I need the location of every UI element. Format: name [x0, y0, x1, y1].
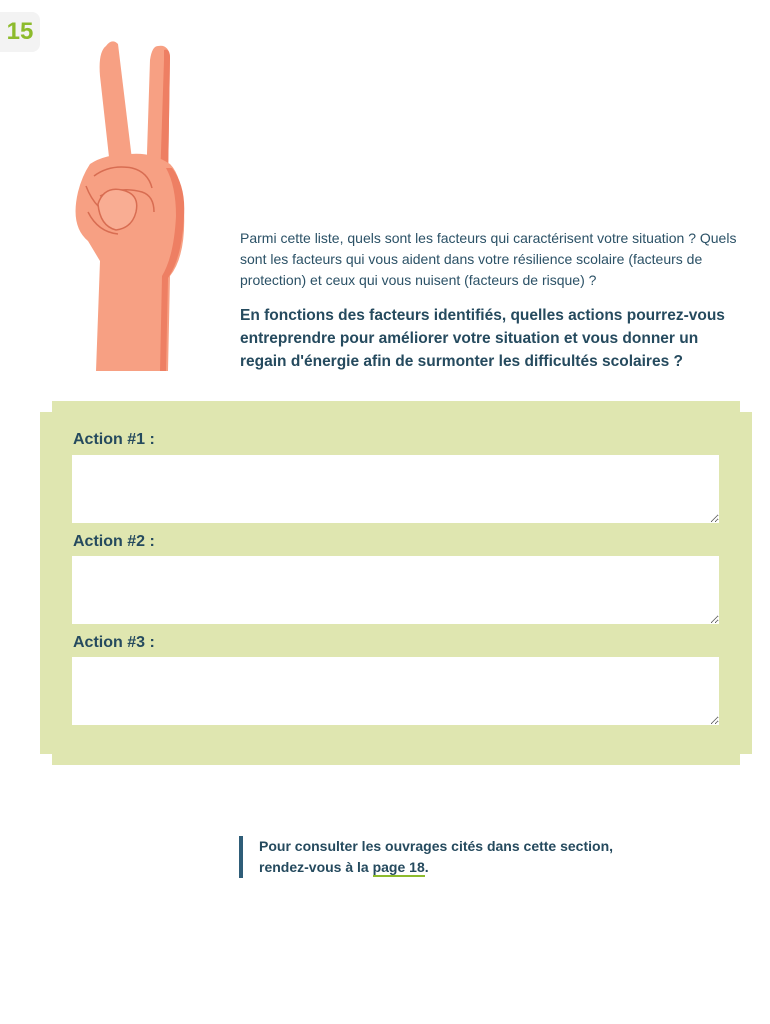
footer-accent-bar — [239, 836, 243, 878]
action-2-label: Action #2 : — [73, 533, 155, 550]
footer-line2-prefix: rendez-vous à la — [259, 859, 373, 875]
peace-sign-hand-icon — [60, 36, 195, 371]
footer-note — [259, 836, 659, 878]
action-2-field[interactable] — [72, 556, 719, 624]
footer-line1: Pour consulter les ouvrages cités dans cette section, — [259, 838, 614, 854]
action-3-label: Action #3 : — [73, 634, 155, 651]
footer-line2-suffix: . — [424, 859, 429, 875]
page-number: 15 — [0, 12, 40, 52]
page-18-link[interactable]: page 18 — [372, 859, 425, 875]
question-text: En fonctions des facteurs identifiés, quelles actions pourrez-vous entreprendre pour améliorer votre situation et vous donner un regain d'énergie afin de surmonter les difficultés scolaires ? — [240, 307, 725, 370]
action-1-label: Action #1 : — [73, 431, 155, 448]
intro-text: Parmi cette liste, quels sont les facteurs qui caractérisent votre situation ? Quels sont les facteurs qui vous aident dans votre résilience scolaire (facteurs de protection) et ceux qui vous nuisent (facteurs de risque) ? — [240, 230, 737, 288]
action-1-field[interactable] — [72, 455, 719, 523]
action-3-field[interactable] — [72, 657, 719, 725]
